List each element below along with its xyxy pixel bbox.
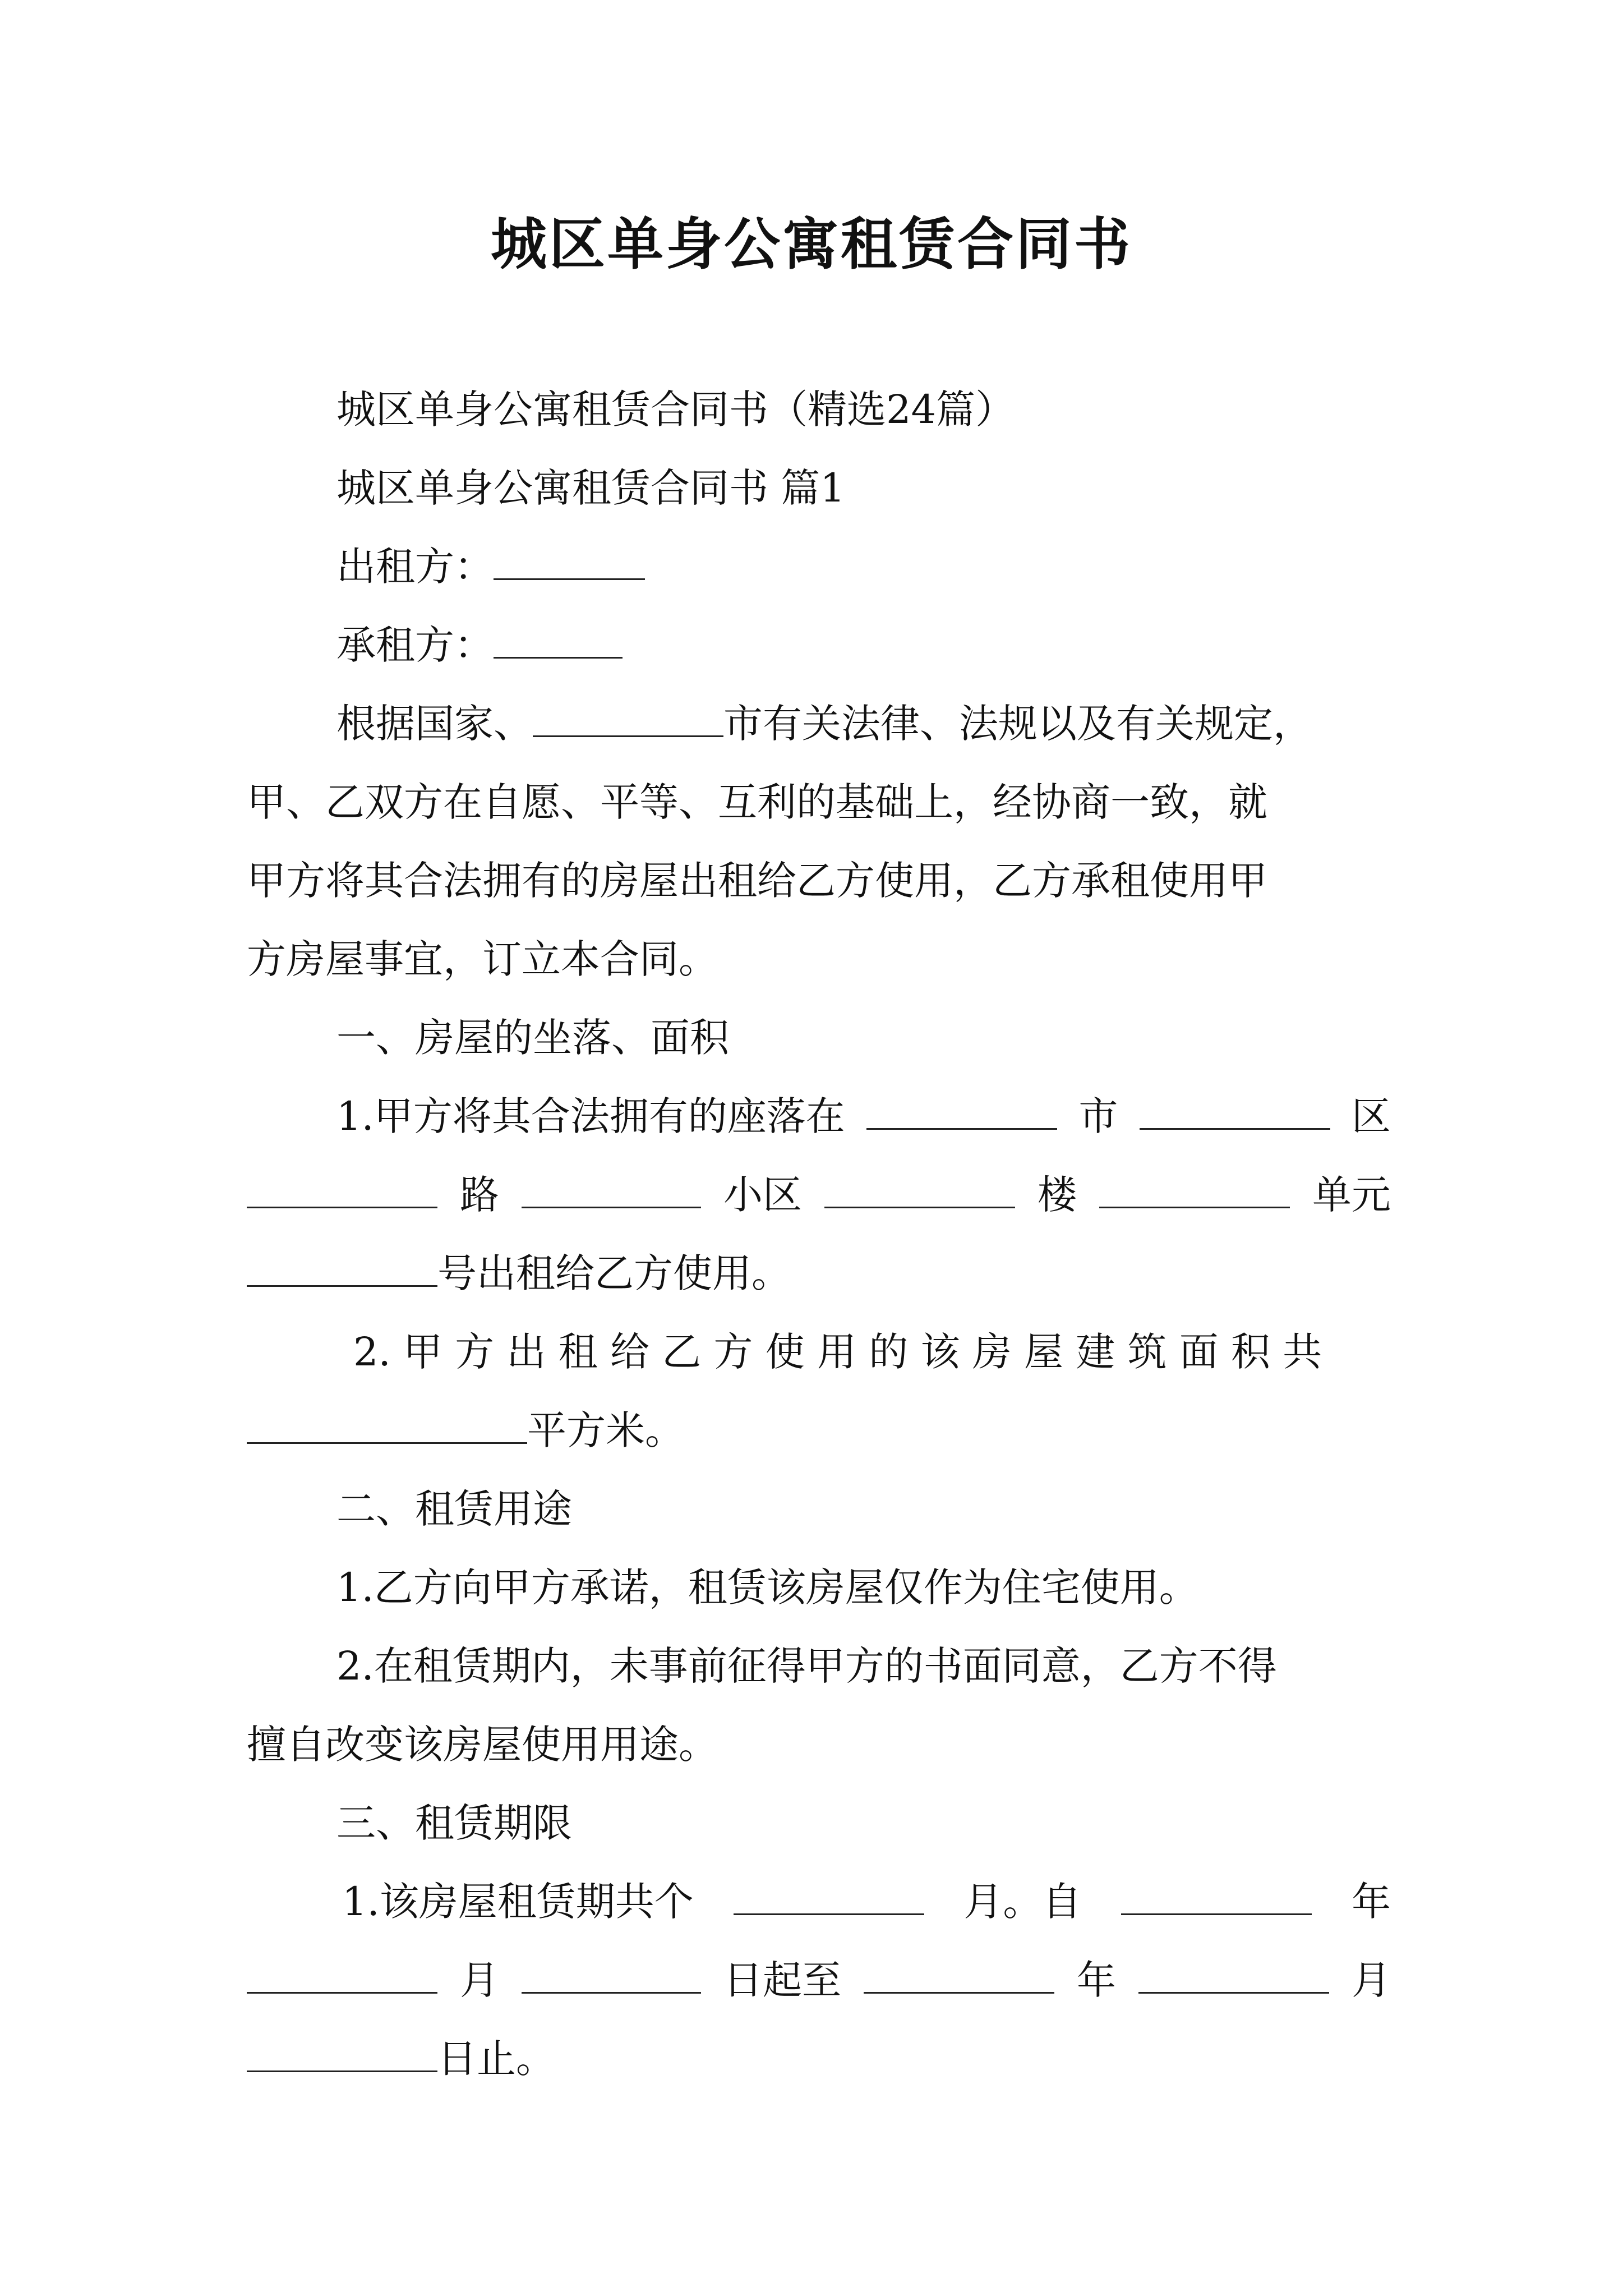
start-day-blank <box>522 1953 701 1994</box>
community-blank <box>522 1167 701 1208</box>
from-label: 日起至 <box>723 1957 841 2003</box>
section-2-heading: 二、租赁用途 <box>336 1486 572 1532</box>
start-month-label: 月 <box>460 1957 499 2003</box>
lessor-blank <box>494 539 645 580</box>
s1-p1-line-3 <box>247 1245 1391 1301</box>
building-blank <box>824 1167 1015 1208</box>
end-year-label: 年 <box>1077 1957 1116 2003</box>
building-label: 楼 <box>1038 1172 1077 1218</box>
s1-p1-text: 1.甲方将其合法拥有的座落在 <box>336 1093 845 1139</box>
s3-p1-text: 1.该房屋租赁期共个 <box>342 1879 694 1925</box>
city-blank <box>533 696 723 737</box>
s1-p1-end: 号出租给乙方使用。 <box>437 1250 791 1296</box>
s1-p1-line-2 <box>247 1167 1391 1223</box>
district-blank <box>1140 1089 1330 1130</box>
s3-p1-end: 日止。 <box>437 2036 555 2082</box>
s1-p2-line-1: 2. 甲 方 出 租 给 乙 方 使 用 的 该 房 屋 建 筑 面 积 共 <box>353 1329 1322 1375</box>
section-title: 城区单身公寓租赁合同书 篇1 <box>336 465 845 511</box>
months-blank <box>734 1874 924 1915</box>
lessee-label: 承租方： <box>336 622 494 668</box>
start-year-label: 年 <box>1351 1879 1391 1925</box>
s3-p1-line-3 <box>247 2031 1391 2087</box>
intro-line-4: 方房屋事宜，订立本合同。 <box>247 936 718 982</box>
section-3-heading: 三、租赁期限 <box>336 1800 572 1846</box>
s2-p2-line-1: 2.在租赁期内，未事前征得甲方的书面同意，乙方不得 <box>336 1643 1277 1689</box>
unit-label: 单元 <box>1312 1172 1391 1218</box>
subtitle: 城区单身公寓租赁合同书（精选24篇） <box>336 386 1015 432</box>
s1-p2-line-2 <box>247 1402 1391 1458</box>
intro-text-a: 根据国家、 <box>336 701 533 747</box>
district-label: 区 <box>1351 1093 1391 1139</box>
s2-p2-line-2: 擅自改变该房屋使用用途。 <box>247 1722 718 1768</box>
unit-blank <box>1099 1167 1290 1208</box>
area-unit: 平方米。 <box>527 1407 684 1453</box>
lessor-label: 出租方： <box>336 544 494 590</box>
months-label: 月。自 <box>963 1879 1082 1925</box>
end-day-blank <box>247 2031 437 2072</box>
s2-p1: 1.乙方向甲方承诺，租赁该房屋仅作为住宅使用。 <box>336 1565 1198 1611</box>
intro-line-1 <box>336 696 1391 752</box>
road-blank <box>247 1167 437 1208</box>
city-blank-2 <box>866 1089 1057 1130</box>
lessor-row <box>336 539 1391 595</box>
section-1-heading: 一、房屋的坐落、面积 <box>336 1015 729 1061</box>
start-year-blank <box>1121 1874 1312 1915</box>
lessee-row <box>336 617 1391 673</box>
road-label: 路 <box>460 1172 499 1218</box>
intro-line-3: 甲方将其合法拥有的房屋出租给乙方使用，乙方承租使用甲 <box>247 858 1267 904</box>
s1-p1-line-1 <box>336 1088 1391 1144</box>
s3-p1-line-1 <box>342 1874 1391 1930</box>
community-label: 小区 <box>723 1172 802 1218</box>
end-month-blank <box>1138 1953 1329 1994</box>
intro-line-2: 甲、乙双方在自愿、平等、互利的基础上，经协商一致，就 <box>247 779 1267 825</box>
number-blank <box>247 1246 437 1287</box>
area-blank <box>247 1403 527 1444</box>
s3-p1-line-2 <box>247 1952 1391 2008</box>
document-title: 城区单身公寓租赁合同书 <box>491 211 1132 277</box>
lessee-blank <box>494 618 623 659</box>
intro-text-b: 市有关法律、法规以及有关规定， <box>723 701 1312 747</box>
end-year-blank <box>864 1953 1054 1994</box>
city-label: 市 <box>1078 1093 1118 1139</box>
end-month-label: 月 <box>1352 1957 1391 2003</box>
start-month-blank <box>247 1953 437 1994</box>
